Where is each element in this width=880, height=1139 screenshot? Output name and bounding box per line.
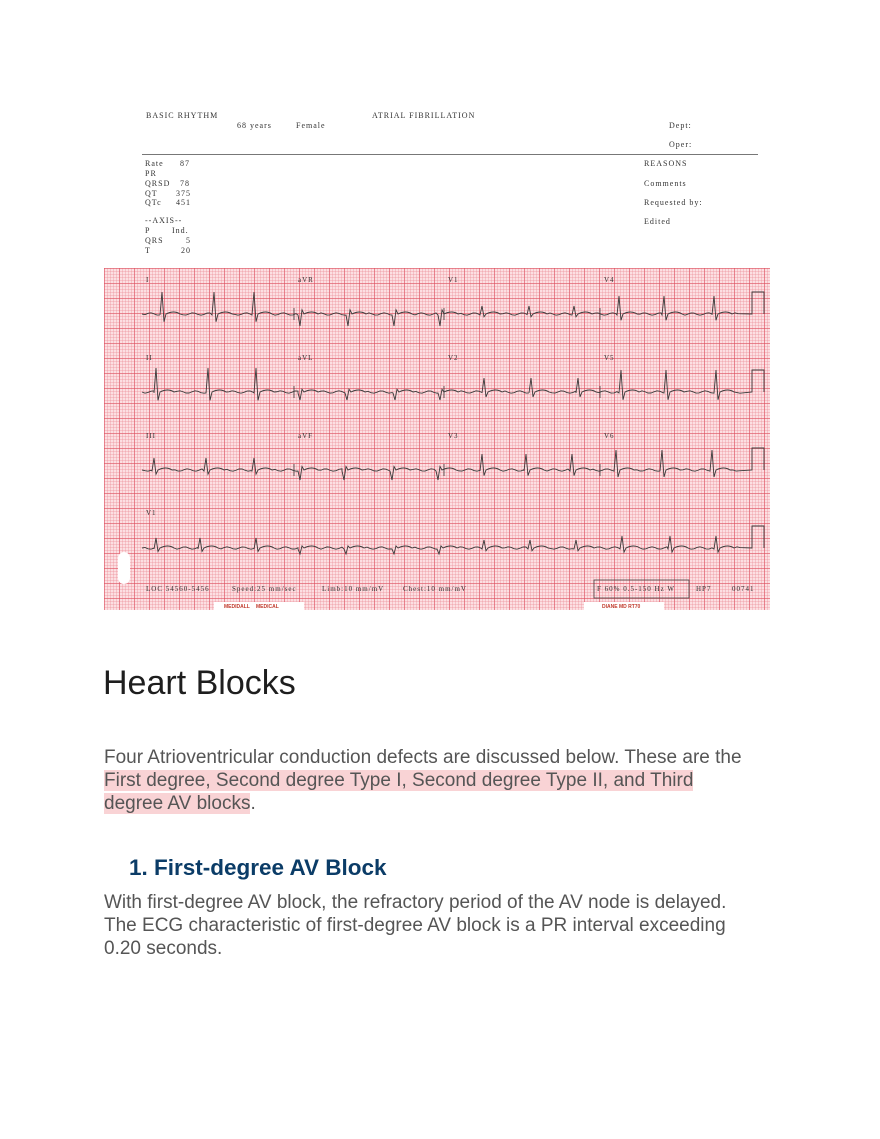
intro-text: Four Atrioventricular conduction defects are discussed below. These are the (104, 747, 742, 768)
reasons-label: REASONS (644, 159, 688, 168)
lead-label: V1 (146, 509, 157, 517)
oper-label: Oper: (669, 140, 693, 149)
measure-value: 375 (176, 189, 191, 198)
measure-value: 451 (176, 198, 191, 207)
brand-right: DIANE MD RT70 (602, 604, 641, 610)
code-label: 00741 (732, 585, 755, 593)
axis-label: P (145, 226, 151, 235)
lead-label: aVF (298, 432, 314, 440)
axis-value: 5 (186, 236, 191, 245)
axis-title: --AXIS-- (145, 216, 183, 225)
ecg-trace-line (142, 448, 764, 480)
intro-end: . (250, 793, 256, 814)
page-title: Heart Blocks (103, 664, 296, 702)
axis-value: Ind. (172, 226, 189, 235)
lead-label: aVR (298, 276, 314, 284)
chest-label: Chest:10 mm/mV (403, 585, 467, 593)
header-divider (142, 154, 758, 155)
lead-label: V3 (448, 432, 459, 440)
ecg-trace-line (142, 368, 764, 400)
lead-label: V2 (448, 354, 459, 362)
comments-label: Comments (644, 179, 687, 188)
lead-label: I (146, 276, 150, 284)
patient-sex: Female (296, 121, 326, 130)
brand-left: MEDIDALL (224, 604, 250, 610)
axis-label: T (145, 246, 151, 255)
measure-label: QTc (145, 198, 162, 207)
measure-value: 87 (180, 159, 190, 168)
measure-value: 78 (180, 179, 190, 188)
section-heading: 1. First-degree AV Block (129, 855, 387, 880)
basic-rhythm-label: BASIC RHYTHM (146, 111, 219, 120)
section-body: With first-degree AV block, the refractory period of the AV node is delayed. The ECG characteristic of first-degree AV block is a PR interval exceeding 0.20 seconds. (104, 892, 727, 959)
speed-label: Speed:25 mm/sec (232, 585, 297, 593)
loc-label: LOC 54560-5456 (146, 585, 210, 593)
filter-label: F 60% 0.5-150 Hz W (597, 585, 675, 593)
axis-value: 20 (181, 246, 191, 255)
brand-left-sub: MEDICAL (256, 604, 279, 610)
requested-by-label: Requested by: (644, 198, 703, 207)
limb-label: Limb:10 mm/mV (322, 585, 385, 593)
measure-label: Rate (145, 159, 164, 168)
lead-label: V1 (448, 276, 459, 284)
ecg-report-header (104, 104, 774, 268)
dept-label: Dept: (669, 121, 692, 130)
measure-label: QT (145, 189, 158, 198)
paper-punch-hole (118, 552, 130, 584)
measure-label: QRSD (145, 179, 171, 188)
ecg-strip (104, 268, 770, 610)
lead-label: II (146, 354, 153, 362)
lead-label: III (146, 432, 156, 440)
intro-highlight: First degree, Second degree Type I, Second degree Type II, and Third degree AV blocks (104, 770, 694, 814)
intro-paragraph (104, 746, 744, 815)
diagnosis-label: ATRIAL FIBRILLATION (372, 111, 476, 120)
lead-label: V6 (604, 432, 615, 440)
ecg-tracing (104, 268, 770, 610)
ecg-traces (142, 292, 764, 554)
lead-label: V5 (604, 354, 615, 362)
ecg-trace-line (142, 292, 764, 326)
lead-label: aVL (298, 354, 314, 362)
edited-label: Edited (644, 217, 671, 226)
ecg-trace-line (142, 526, 764, 554)
lead-label: V4 (604, 276, 615, 284)
device-label: HP7 (696, 585, 712, 593)
patient-age: 68 years (237, 121, 272, 130)
axis-label: QRS (145, 236, 164, 245)
measure-label: PR (145, 169, 157, 178)
